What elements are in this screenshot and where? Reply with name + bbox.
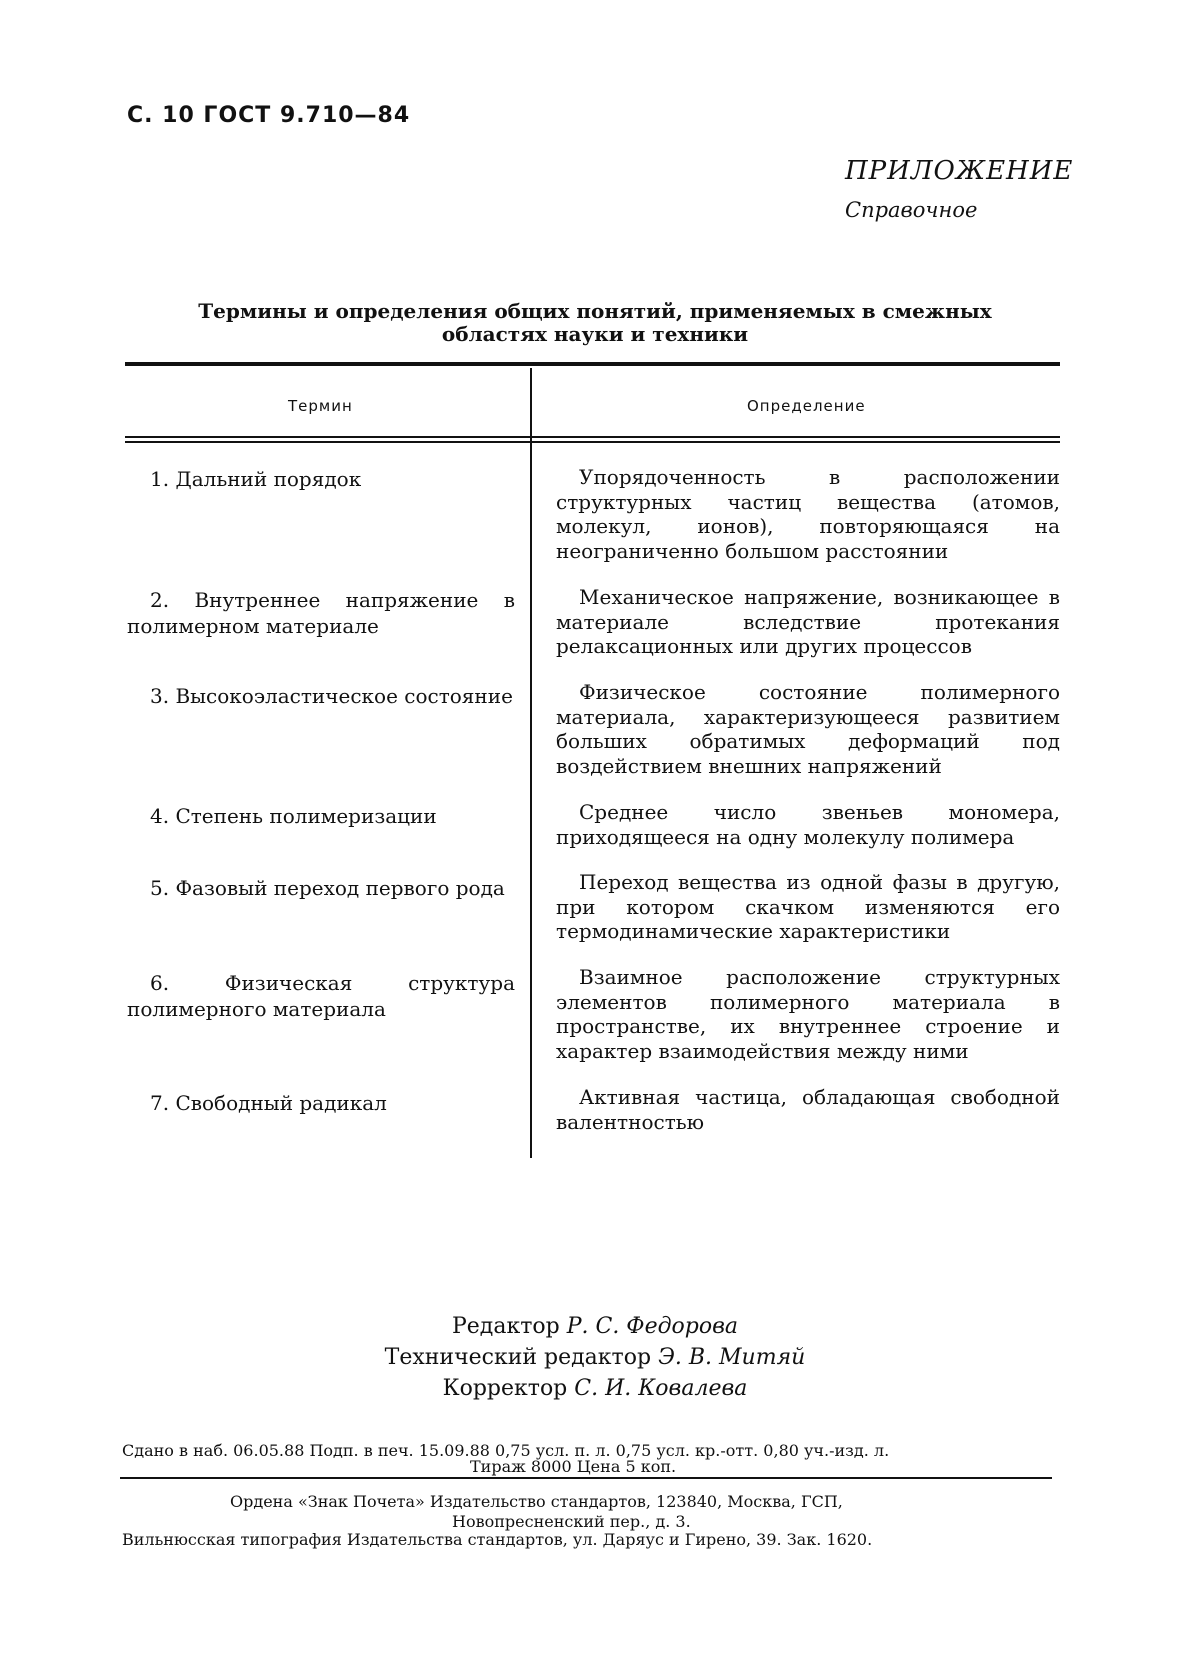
imprint-line-2: Тираж 8000 Цена 5 коп. (470, 1457, 677, 1476)
header-rule-2 (125, 441, 1060, 443)
table-title-line-2: областях науки и техники (441, 322, 749, 346)
imprint-line-1: Сдано в наб. 06.05.88 Подп. в печ. 15.09.88 0,75 усл. п. л. 0,75 усл. кр.-отт. 0,80 уч.-изд. л. (122, 1441, 890, 1460)
definition-5: Переход вещества из одной фазы в другую, при котором скачком изменяются его термодинамические характеристики (556, 870, 1060, 943)
term-3: 3. Высокоэластическое состояние (150, 684, 513, 708)
credit-name: Р. С. Федорова (566, 1314, 739, 1339)
header-rule-1 (125, 436, 1060, 438)
term-5: 5. Фазовый переход первого рода (150, 876, 505, 900)
credit-role: Редактор (451, 1314, 560, 1339)
definition-2: Механическое напряжение, возникающее в материале вследствие протекания релаксационных или других процессов (556, 585, 1060, 658)
table-top-rule (125, 362, 1060, 366)
definition-7: Активная частица, обладающая свободной валентностью (556, 1085, 1060, 1134)
term-4: 4. Степень полимеризации (150, 804, 437, 828)
credit-proofreader (300, 1373, 890, 1404)
term-1: 1. Дальний порядок (150, 467, 362, 491)
table-title-line-1: Термины и определения общих понятий, применяемых в смежных (198, 299, 992, 323)
term-2: 2. Внутреннее напряжение в полимерном материале (127, 588, 515, 638)
credit-role: Технический редактор (384, 1345, 652, 1370)
column-header-term: Термин (288, 397, 353, 415)
column-header-definition: Определение (747, 397, 866, 415)
definition-6: Взаимное расположение структурных элементов полимерного материала в пространстве, их внутреннее строение и характер взаимодействия между ними (556, 965, 1060, 1063)
credit-editor (300, 1311, 890, 1342)
imprint-line-4: Новопресненский пер., д. 3. (452, 1512, 691, 1531)
credits-block (300, 1311, 890, 1404)
table-column-divider (530, 368, 532, 1158)
imprint-line-5: Вильнюсская типография Издательства стандартов, ул. Даряус и Гирено, 39. Зак. 1620. (122, 1530, 873, 1549)
term-7: 7. Свободный радикал (150, 1091, 387, 1115)
appendix-title: ПРИЛОЖЕНИЕ (845, 156, 1074, 186)
definition-1: Упорядоченность в расположении структурных частиц вещества (атомов, молекул, ионов), повторяющаяся на неограниченно большом расстоянии (556, 465, 1060, 563)
definition-3: Физическое состояние полимерного материала, характеризующееся развитием больших обратимых деформаций под воздействием внешних напряжений (556, 680, 1060, 778)
term-6: 6. Физическая структура полимерного материала (127, 971, 515, 1021)
credit-name: С. И. Ковалева (574, 1376, 748, 1401)
imprint-rule (120, 1477, 1052, 1479)
credit-technical-editor (300, 1342, 890, 1373)
page-header: С. 10 ГОСТ 9.710—84 (127, 103, 411, 128)
credit-role: Корректор (442, 1376, 568, 1401)
appendix-subtitle: Справочное (845, 198, 978, 222)
definition-4: Среднее число звеньев мономера, приходящееся на одну молекулу полимера (556, 800, 1060, 849)
credit-name: Э. В. Митяй (658, 1345, 806, 1370)
imprint-line-3: Ордена «Знак Почета» Издательство стандартов, 123840, Москва, ГСП, (230, 1492, 843, 1511)
